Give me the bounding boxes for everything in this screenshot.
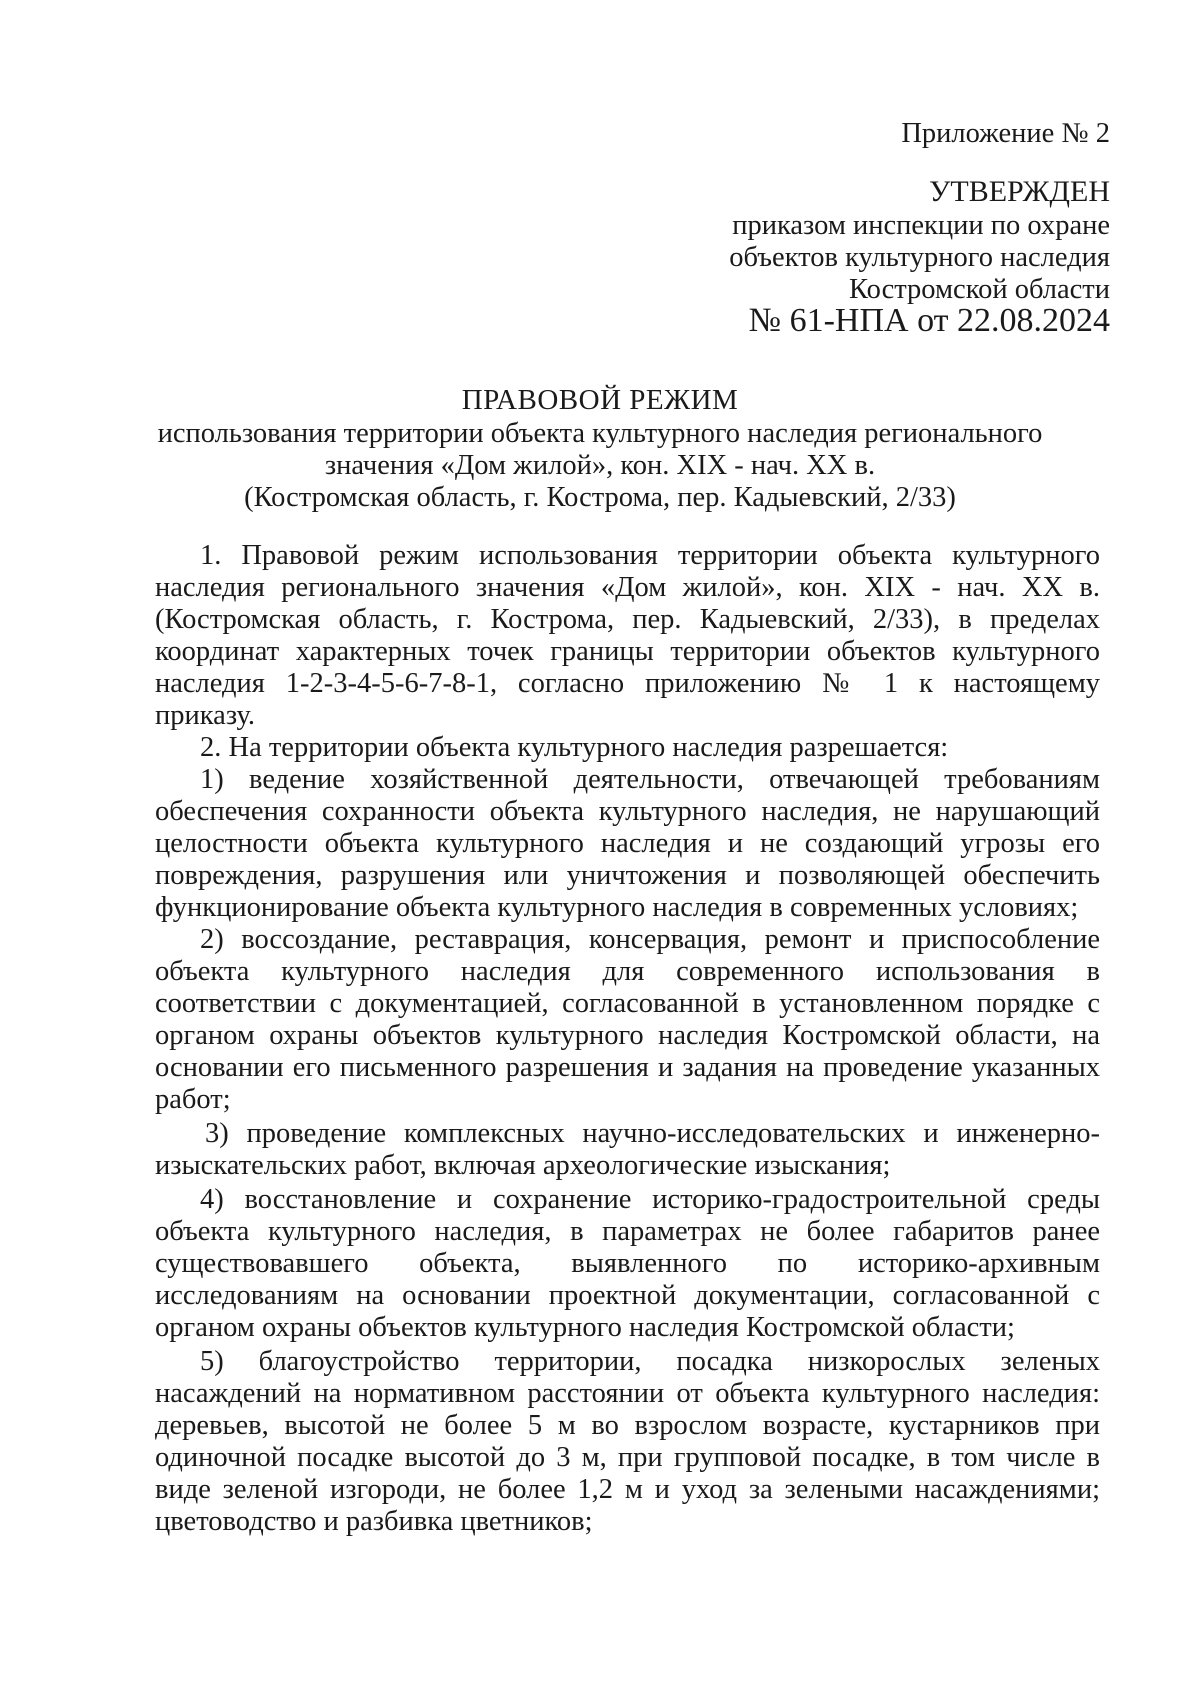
item2-line-3: соответствии с документацией, согласованной в установленном порядке с	[155, 988, 1100, 1019]
item3-line-2: изыскательских работ, включая археологические изыскания;	[155, 1150, 891, 1181]
title-line-1: использования территории объекта культурного наследия регионального	[157, 418, 1043, 449]
order-line-2: объектов культурного наследия	[729, 242, 1110, 273]
item2-line-1: 2) воссоздание, реставрация, консервация, ремонт и приспособление	[200, 924, 1100, 955]
p1-line-1: 1. Правовой режим использования территории объекта культурного	[200, 540, 1100, 571]
approved-label: УТВЕРЖДЕН	[929, 175, 1110, 208]
item4-line-3: существовавшего объекта, выявленного по историко-архивным	[155, 1248, 1100, 1279]
document-title: ПРАВОВОЙ РЕЖИМ	[461, 384, 739, 416]
item5-line-4: одиночной посадке высотой до 3 м, при групповой посадке, в том числе в	[155, 1442, 1100, 1473]
item5-line-1: 5) благоустройство территории, посадка низкорослых зеленых	[200, 1346, 1100, 1377]
item4-line-5: органом охраны объектов культурного наследия Костромской области;	[155, 1312, 1015, 1343]
item4-line-4: исследованиям на основании проектной документации, согласованной с	[155, 1280, 1100, 1311]
p1-line-4: координат характерных точек границы территории объектов культурного	[155, 636, 1100, 667]
item4-line-1: 4) восстановление и сохранение историко-градостроительной среды	[200, 1184, 1100, 1215]
item2-line-5: основании его письменного разрешения и задания на проведение указанных	[155, 1052, 1100, 1083]
item2-line-2: объекта культурного наследия для современного использования в	[155, 956, 1100, 987]
p1-line-6: приказу.	[155, 700, 256, 731]
p1-line-3: (Костромская область, г. Кострома, пер. Кадыевский, 2/33), в пределах	[155, 604, 1100, 635]
item1-line-3: целостности объекта культурного наследия и не создающий угрозы его	[155, 828, 1100, 859]
p1-line-2: наследия регионального значения «Дом жилой», кон. XIX - нач. XX в.	[155, 572, 1100, 603]
title-line-2: значения «Дом жилой», кон. XIX - нач. XX в.	[324, 450, 876, 481]
item3-line-1: 3) проведение комплексных научно-исследовательских и инженерно-	[205, 1118, 1100, 1149]
item5-line-5: виде зеленой изгороди, не более 1,2 м и уход за зелеными насаждениями;	[155, 1474, 1100, 1505]
item1-line-5: функционирование объекта культурного наследия в современных условиях;	[155, 892, 1079, 923]
item5-line-6: цветоводство и разбивка цветников;	[155, 1506, 593, 1537]
item5-line-3: деревьев, высотой не более 5 м во взрослом возрасте, кустарников при	[155, 1410, 1100, 1441]
order-line-1: приказом инспекции по охране	[732, 210, 1110, 241]
p2-line: 2. На территории объекта культурного наследия разрешается:	[200, 732, 949, 763]
item1-line-2: обеспечения сохранности объекта культурного наследия, не нарушающий	[155, 796, 1100, 827]
title-line-3: (Костромская область, г. Кострома, пер. Кадыевский, 2/33)	[244, 482, 956, 513]
order-number: № 61-НПА от 22.08.2024	[748, 302, 1110, 339]
item1-line-4: повреждения, разрушения или уничтожения и позволяющей обеспечить	[155, 860, 1100, 891]
order-line-3: Костромской области	[849, 274, 1110, 305]
item2-line-4: органом охраны объектов культурного наследия Костромской области, на	[155, 1020, 1100, 1051]
item4-line-2: объекта культурного наследия, в параметрах не более габаритов ранее	[155, 1216, 1100, 1247]
item2-line-6: работ;	[155, 1084, 231, 1115]
appendix-label: Приложение № 2	[901, 118, 1110, 149]
p1-line-5: наследия 1-2-3-4-5-6-7-8-1, согласно приложению № 1 к настоящему	[155, 668, 1100, 699]
item1-line-1: 1) ведение хозяйственной деятельности, отвечающей требованиям	[200, 764, 1100, 795]
item5-line-2: насаждений на нормативном расстоянии от объекта культурного наследия:	[155, 1378, 1100, 1409]
